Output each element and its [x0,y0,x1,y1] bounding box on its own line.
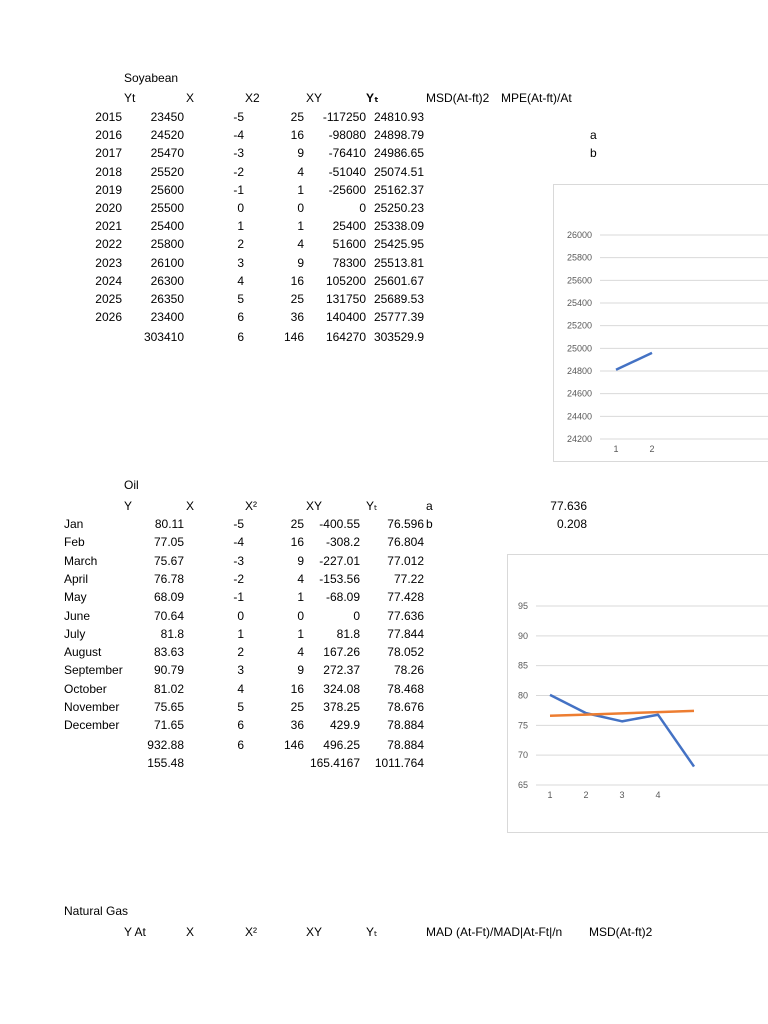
soy-row-forecast: 25777.39 [373,310,424,325]
oil-row-y: 90.79 [153,663,184,678]
soy-total-x: 6 [237,330,244,344]
soy-row-forecast: 25250.23 [373,201,424,215]
soy-row-year: 2017 [95,146,122,161]
soy-row-yt: 23450 [150,110,184,124]
oil-row-y: 68.09 [153,590,184,605]
oil-row-x: 1 [237,626,244,641]
soy-row-xy: 51600 [332,237,366,252]
soy-row-xy: -51040 [328,164,366,179]
soy-row-x2: 4 [297,237,304,252]
oil-row-x: 5 [237,700,244,714]
oil-row-x2: 25 [290,517,304,531]
soy-row-year: 2022 [95,237,122,252]
oil-row-xy: -227.01 [319,553,360,568]
soy-header-yt: Yt [124,91,136,105]
y-tick-label: 95 [517,601,528,611]
series-line-y [550,695,694,767]
soy-row-yt: 25800 [150,237,184,252]
y-tick-label: 25800 [566,252,592,263]
y-tick-label: 24800 [566,366,592,376]
x-tick-label: 1 [547,790,553,800]
oil-row-month: August [64,645,102,660]
oil-row-xy: 429.9 [329,718,360,733]
oil-row-x2: 25 [290,700,304,714]
oil-header-xy: XY [306,499,323,513]
soy-row-x: 3 [237,255,244,270]
oil-row-xy: 272.37 [323,663,360,678]
x-tick-label: 2 [583,790,589,800]
soy-title: Soyabean [124,71,179,85]
oil-mean-xy: 165.4167 [309,756,360,770]
y-tick-label: 90 [517,630,528,641]
soy-row-x2: 1 [297,182,304,197]
oil-mean-y: 155.48 [147,756,184,770]
oil-total-y: 932.88 [147,738,184,752]
oil-row-x: 6 [237,718,244,733]
soy-row-x2: 16 [290,128,304,143]
y-tick-label: 24600 [566,388,592,399]
soy-chart-svg [554,185,768,461]
oil-row-x2: 16 [290,535,304,550]
oil-row-x2: 9 [297,663,304,678]
soy-row-year: 2015 [95,110,122,124]
oil-row-forecast: 78.468 [387,681,424,696]
y-tick-label: 25400 [566,298,592,308]
soy-label-b: b [590,146,597,160]
soy-total-forecast: 303529.9 [373,330,424,344]
oil-row-month: September [64,663,123,678]
soy-header-mpe: MPE(At-ft)/At [501,91,572,105]
oil-label-b: b [426,517,433,531]
oil-row-xy: 81.8 [336,626,360,641]
oil-title: Oil [124,478,139,492]
x-tick-label: 4 [655,790,661,800]
soy-row-xy: -98080 [328,128,366,143]
oil-header-x2: X² [245,499,257,513]
oil-total-x2: 146 [283,738,304,752]
oil-row-forecast: 77.844 [387,626,424,641]
soy-row-xy: 140400 [325,310,366,325]
oil-row-month: July [64,626,86,641]
oil-row-y: 70.64 [153,608,184,623]
oil-row-x: -1 [233,590,244,605]
oil-header-yt-cap: Yₜ [366,499,378,513]
soy-row-x: 0 [237,201,244,215]
soy-row-yt: 26350 [150,292,184,306]
gas-header-yt-cap: Yₜ [366,925,378,939]
oil-row-month: Jan [64,517,84,531]
gas-title: Natural Gas [64,904,129,918]
oil-row-x2: 0 [297,608,304,623]
y-tick-label: 75 [517,720,528,731]
soy-row-x2: 16 [290,273,304,288]
oil-row-x2: 1 [297,626,304,641]
oil-row-x2: 4 [297,571,304,586]
oil-row-xy: 167.26 [323,645,360,660]
gas-header-xy: XY [306,925,323,939]
y-tick-label: 80 [517,690,528,701]
soy-row-yt: 25600 [150,182,184,197]
soy-row-yt: 25470 [150,146,184,161]
soy-header-x2: X2 [245,91,260,105]
oil-row-y: 75.67 [153,553,184,568]
oil-row-x2: 4 [297,645,304,660]
soy-row-xy: 131750 [325,292,366,306]
oil-row-forecast: 77.22 [393,571,424,586]
series-line-yt [550,711,694,716]
soy-total-x2: 146 [283,330,304,344]
oil-row-x2: 16 [290,681,304,696]
oil-total-forecast: 78.884 [387,738,424,752]
oil-sum-forecast: 1011.764 [374,756,424,770]
soy-row-forecast: 24986.65 [373,146,424,161]
soy-row-forecast: 24810.93 [373,110,424,124]
oil-row-y: 71.65 [153,718,184,733]
oil-row-forecast: 77.636 [387,608,424,623]
soy-row-x2: 36 [290,310,304,325]
y-tick-label: 26000 [566,230,592,240]
oil-header-x: X [186,499,195,513]
oil-row-x: 2 [237,645,244,660]
soy-row-xy: 78300 [332,255,366,270]
soy-row-x: -2 [233,164,244,179]
gas-header-mad: MAD (At-Ft)/MAD|At-Ft|/n [426,925,563,939]
oil-row-y: 80.11 [154,517,184,531]
oil-row-month: April [64,571,89,586]
oil-row-y: 77.05 [153,535,184,550]
oil-row-month: November [64,700,120,714]
oil-row-month: December [64,718,120,733]
oil-row-xy: 378.25 [323,700,360,714]
oil-row-xy: -308.2 [325,535,360,550]
series-line-yt-forecast [616,353,652,370]
soy-row-x2: 0 [297,201,304,215]
soy-row-x2: 9 [297,255,304,270]
oil-row-xy: 0 [353,608,360,623]
soy-row-yt: 24520 [150,128,184,143]
oil-row-x2: 36 [290,718,304,733]
soy-row-year: 2026 [95,310,122,325]
oil-row-x: 4 [237,681,244,696]
soy-row-forecast: 25513.81 [373,255,424,270]
soy-header-msd: MSD(At-ft)2 [426,91,490,105]
x-tick-label: 3 [619,790,625,800]
soy-row-x2: 1 [297,219,304,234]
oil-row-x: -2 [233,571,244,586]
oil-row-x2: 9 [297,553,304,568]
oil-row-forecast: 76.804 [387,535,424,550]
oil-row-forecast: 77.428 [387,590,424,605]
y-tick-label: 24200 [566,434,592,444]
soy-header-yt-cap: Yₜ [366,91,379,105]
soy-row-x: 6 [237,310,244,325]
oil-row-month: May [64,590,87,605]
soy-row-x: 1 [237,219,244,234]
soy-row-year: 2018 [95,164,122,179]
soy-row-forecast: 25074.51 [373,164,424,179]
soy-row-x: 2 [237,237,244,252]
oil-header-y: Y [124,499,133,513]
soy-row-year: 2021 [95,219,122,234]
soy-row-year: 2020 [95,201,122,215]
soy-row-x: 4 [237,273,244,288]
soy-total-xy: 164270 [325,330,366,344]
soy-row-x: -3 [233,146,244,161]
gas-header-y: Y At [124,925,146,939]
soy-row-xy: 105200 [325,273,366,288]
soy-label-a: a [590,128,597,142]
soy-chart [553,184,768,462]
gas-header-x: X [186,925,195,939]
soy-row-forecast: 25689.53 [373,292,424,306]
oil-row-xy: 324.08 [323,681,360,696]
soy-row-forecast: 25338.09 [373,219,424,234]
oil-row-forecast: 78.052 [387,645,424,660]
soy-row-xy: -117250 [322,110,366,124]
y-tick-label: 85 [517,660,528,671]
soy-row-forecast: 24898.79 [373,128,424,143]
soy-header-xy: XY [306,91,323,105]
soy-row-forecast: 25425.95 [373,237,424,252]
soy-row-x: 5 [237,292,244,306]
y-tick-label: 65 [517,780,528,790]
soy-row-xy: 25400 [332,219,366,234]
soy-row-xy: 0 [359,201,366,215]
soy-row-yt: 26300 [150,273,184,288]
oil-row-forecast: 78.884 [387,718,424,733]
soy-row-forecast: 25601.67 [373,273,424,288]
oil-row-y: 83.63 [153,645,184,660]
oil-header-a: a [426,499,433,513]
y-tick-label: 25000 [566,343,592,354]
soy-row-yt: 26100 [150,255,184,270]
y-tick-label: 25600 [566,275,592,286]
oil-row-forecast: 78.26 [393,663,424,678]
oil-row-forecast: 76.596 [387,517,424,531]
oil-row-month: Feb [64,535,85,550]
soy-row-forecast: 25162.37 [373,182,424,197]
soy-row-year: 2024 [95,273,122,288]
y-tick-label: 24400 [566,411,592,422]
oil-row-y: 81.8 [160,626,184,641]
y-tick-label: 70 [517,750,528,761]
soy-row-x2: 4 [297,164,304,179]
soy-row-x: -4 [233,128,244,143]
soy-row-year: 2023 [95,255,122,270]
oil-row-x: 3 [237,663,244,678]
oil-chart [507,554,768,833]
soy-row-x2: 25 [290,292,304,306]
oil-row-forecast: 77.012 [387,553,424,568]
soy-row-x: -5 [233,110,244,124]
y-tick-label: 25200 [566,320,592,331]
oil-row-month: June [64,608,91,623]
soy-row-yt: 25400 [150,219,184,234]
soy-row-year: 2019 [95,182,122,197]
oil-row-x: -3 [233,553,244,568]
oil-row-y: 75.65 [153,700,184,714]
soy-total-yt: 303410 [143,330,184,344]
oil-row-xy: -400.55 [319,517,360,531]
soy-row-year: 2025 [95,292,122,306]
oil-row-xy: -68.09 [325,590,360,605]
soy-row-yt: 23400 [150,310,184,325]
x-tick-label: 2 [649,444,655,454]
oil-row-x2: 1 [297,590,304,605]
oil-row-xy: -153.56 [319,571,360,586]
oil-row-y: 76.78 [153,571,184,586]
soy-row-year: 2016 [95,128,122,143]
oil-row-month: October [64,681,107,696]
soy-row-xy: -76410 [328,146,366,161]
oil-row-y: 81.02 [153,681,184,696]
oil-b-value: 0.208 [556,517,587,531]
oil-row-forecast: 78.676 [387,700,424,714]
soy-row-xy: -25600 [328,182,366,197]
oil-chart-svg [508,555,768,832]
soy-row-yt: 25500 [150,201,184,215]
oil-row-month: March [64,553,98,568]
gas-header-msd: MSD(At-ft)2 [589,925,653,939]
oil-total-xy: 496.25 [323,738,360,752]
soy-row-x2: 25 [290,110,304,124]
x-tick-label: 1 [613,444,619,454]
oil-row-x: -4 [233,535,244,550]
oil-row-x: -5 [233,517,244,531]
soy-row-x2: 9 [297,146,304,161]
oil-total-x: 6 [237,738,244,752]
soy-row-yt: 25520 [150,164,184,179]
soy-row-x: -1 [233,182,244,197]
oil-row-x: 0 [237,608,244,623]
soy-header-x: X [186,91,195,105]
gas-header-x2: X² [245,925,257,939]
oil-a-value: 77.636 [550,499,587,513]
